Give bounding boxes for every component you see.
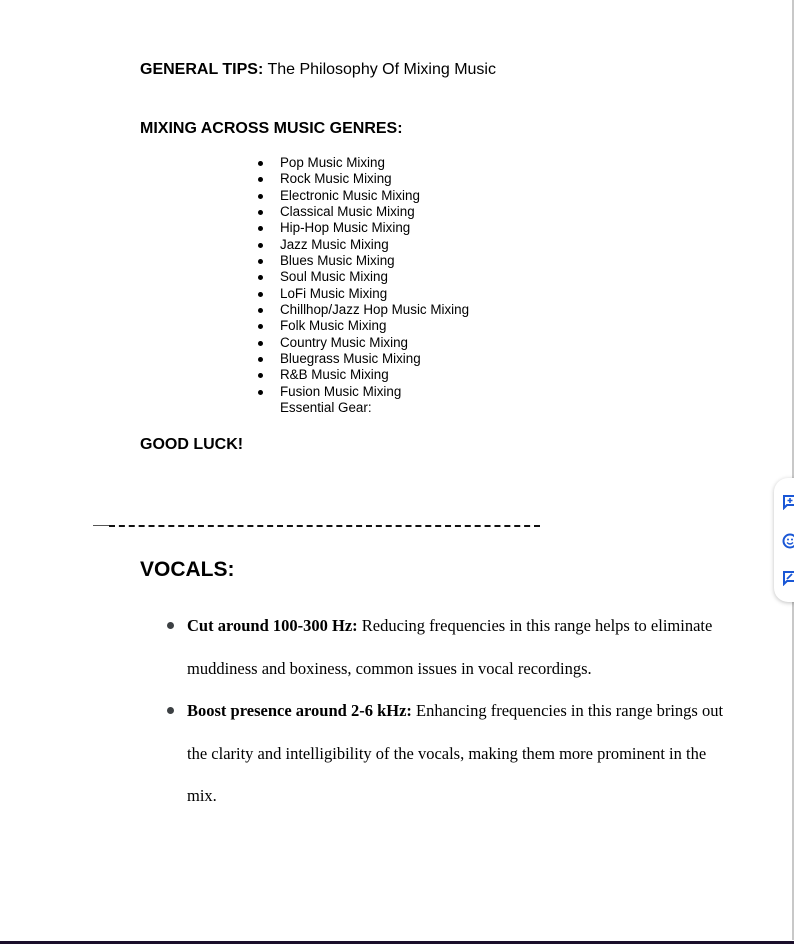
essential-gear-line: Essential Gear: — [280, 400, 372, 416]
dashed-divider — [93, 525, 540, 527]
suggest-edit-icon[interactable] — [782, 570, 794, 586]
vocals-heading: VOCALS: — [140, 558, 235, 581]
list-item: Pop Music Mixing — [255, 155, 469, 171]
list-item: Country Music Mixing — [255, 335, 469, 351]
tip-label: Cut around 100-300 Hz: — [187, 616, 358, 635]
genres-heading: MIXING ACROSS MUSIC GENRES: — [140, 120, 403, 137]
good-luck-text: GOOD LUCK! — [140, 436, 244, 453]
list-item: R&B Music Mixing — [255, 367, 469, 383]
list-item: Folk Music Mixing — [255, 318, 469, 334]
list-item: Rock Music Mixing — [255, 171, 469, 187]
list-item: Blues Music Mixing — [255, 253, 469, 269]
list-item: Chillhop/Jazz Hop Music Mixing — [255, 302, 469, 318]
tip-text: Reducing frequencies in this range helps to eliminate muddiness and boxiness, common issues in vocal recordings. — [187, 616, 713, 678]
list-item: LoFi Music Mixing — [255, 286, 469, 302]
list-item: Fusion Music Mixing — [255, 384, 469, 400]
list-item: Soul Music Mixing — [255, 269, 469, 285]
emoji-reaction-icon[interactable] — [782, 533, 794, 549]
general-tips-text: The Philosophy Of Mixing Music — [263, 61, 496, 78]
tip-text: Enhancing frequencies in this range brings out the clarity and intelligibility of the vocals, making them more prominent in the mix. — [187, 701, 724, 805]
list-item: Jazz Music Mixing — [255, 237, 469, 253]
side-toolbar — [774, 478, 794, 602]
general-tips-label: GENERAL TIPS: — [140, 61, 264, 78]
list-item: Hip-Hop Music Mixing — [255, 220, 469, 236]
vocals-list — [187, 605, 727, 818]
add-comment-icon[interactable] — [782, 494, 794, 510]
list-item: Electronic Music Mixing — [255, 188, 469, 204]
general-tips-line — [140, 61, 496, 79]
list-item — [187, 690, 727, 818]
tip-label: Boost presence around 2-6 kHz: — [187, 701, 412, 720]
list-item: Bluegrass Music Mixing — [255, 351, 469, 367]
list-item: Classical Music Mixing — [255, 204, 469, 220]
list-item — [187, 605, 727, 690]
genre-list — [255, 155, 469, 417]
